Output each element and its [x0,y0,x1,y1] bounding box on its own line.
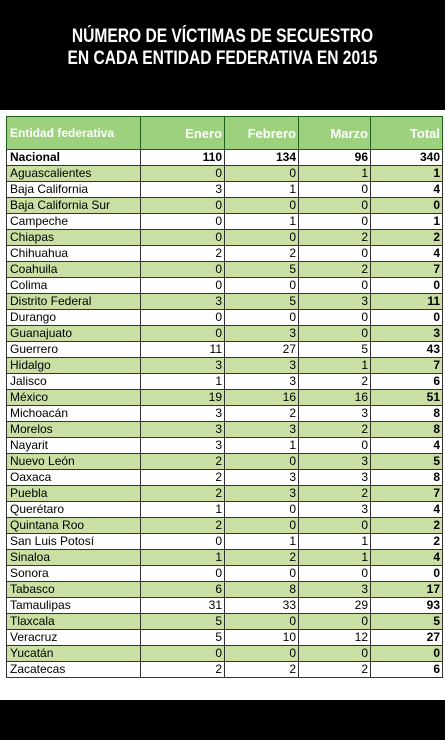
cell-marzo: 3 [299,502,371,518]
cell-enero: 2 [141,486,225,502]
cell-entidad: Morelos [7,422,141,438]
cell-marzo: 0 [299,278,371,294]
cell-enero: 0 [141,262,225,278]
cell-total: 0 [371,198,443,214]
cell-entidad: Distrito Federal [7,294,141,310]
cell-enero: 0 [141,326,225,342]
table-viewport [6,116,440,696]
cell-febrero: 0 [225,502,299,518]
table-row [7,182,443,198]
cell-enero: 0 [141,566,225,582]
victims-table [6,116,443,678]
table-row [7,310,443,326]
cell-entidad: Michoacán [7,406,141,422]
cell-marzo: 1 [299,358,371,374]
cell-marzo: 3 [299,294,371,310]
table-row [7,518,443,534]
cell-entidad: Nayarit [7,438,141,454]
cell-febrero: 0 [225,230,299,246]
cell-marzo: 0 [299,198,371,214]
cell-marzo: 2 [299,230,371,246]
cell-febrero: 2 [225,246,299,262]
cell-febrero: 0 [225,566,299,582]
cell-febrero: 3 [225,422,299,438]
cell-marzo: 2 [299,662,371,678]
cell-total: 2 [371,534,443,550]
cell-marzo: 2 [299,262,371,278]
cell-total: 51 [371,390,443,406]
cell-entidad: Durango [7,310,141,326]
cell-marzo: 12 [299,630,371,646]
title-line-2: EN CADA ENTIDAD FEDERATIVA EN 2015 [67,48,378,69]
cell-entidad: Quintana Roo [7,518,141,534]
cell-entidad: Jalisco [7,374,141,390]
cell-total: 4 [371,550,443,566]
cell-enero: 0 [141,646,225,662]
cell-total: 4 [371,246,443,262]
table-row [7,406,443,422]
cell-febrero: 0 [225,646,299,662]
cell-febrero: 3 [225,486,299,502]
cell-entidad: Baja California Sur [7,198,141,214]
cell-enero: 2 [141,454,225,470]
table-row [7,326,443,342]
cell-enero: 0 [141,166,225,182]
cell-marzo: 1 [299,534,371,550]
table-row [7,438,443,454]
cell-febrero: 10 [225,630,299,646]
cell-marzo: 0 [299,182,371,198]
cell-marzo: 5 [299,342,371,358]
page-title [40,26,405,70]
cell-febrero: 5 [225,294,299,310]
cell-marzo: 0 [299,566,371,582]
cell-enero: 2 [141,518,225,534]
cell-febrero: 3 [225,374,299,390]
table-row [7,598,443,614]
cell-total: 27 [371,630,443,646]
cell-enero: 0 [141,214,225,230]
cell-total: 1 [371,166,443,182]
cell-marzo: 0 [299,438,371,454]
cell-enero: 0 [141,230,225,246]
cell-febrero: 33 [225,598,299,614]
header-marzo: Marzo [299,117,371,150]
cell-total: 6 [371,662,443,678]
header-row [7,117,443,150]
cell-febrero: 3 [225,470,299,486]
cell-entidad: Tamaulipas [7,598,141,614]
cell-marzo: 0 [299,614,371,630]
table-row [7,294,443,310]
cell-total: 1 [371,214,443,230]
cell-entidad: Nuevo León [7,454,141,470]
cell-marzo: 0 [299,326,371,342]
table-row [7,614,443,630]
cell-entidad: Colima [7,278,141,294]
cell-entidad: San Luis Potosí [7,534,141,550]
cell-entidad: Yucatán [7,646,141,662]
cell-enero: 0 [141,534,225,550]
table-row [7,198,443,214]
cell-febrero: 0 [225,614,299,630]
cell-entidad: Querétaro [7,502,141,518]
cell-total: 5 [371,454,443,470]
cell-enero: 5 [141,614,225,630]
cell-total: 11 [371,294,443,310]
cell-marzo: 1 [299,550,371,566]
table-row [7,246,443,262]
cell-total: 7 [371,262,443,278]
cell-febrero: 2 [225,406,299,422]
cell-enero: 0 [141,310,225,326]
cell-febrero: 16 [225,390,299,406]
cell-enero: 19 [141,390,225,406]
cell-marzo: 0 [299,310,371,326]
table-row [7,502,443,518]
cell-enero: 3 [141,438,225,454]
cell-enero: 31 [141,598,225,614]
cell-enero: 0 [141,278,225,294]
cell-febrero: 0 [225,198,299,214]
cell-enero: 11 [141,342,225,358]
cell-entidad: México [7,390,141,406]
cell-entidad: Coahuila [7,262,141,278]
cell-febrero: 2 [225,662,299,678]
cell-entidad: Sinaloa [7,550,141,566]
table-row [7,630,443,646]
table-row [7,230,443,246]
cell-febrero: 0 [225,454,299,470]
cell-marzo: 2 [299,422,371,438]
table-body [7,150,443,678]
cell-total: 7 [371,486,443,502]
cell-marzo: 0 [299,214,371,230]
cell-entidad: Guanajuato [7,326,141,342]
cell-febrero: 134 [225,150,299,166]
header-febrero: Febrero [225,117,299,150]
cell-febrero: 1 [225,438,299,454]
cell-entidad: Nacional [7,150,141,166]
table-row [7,534,443,550]
cell-total: 0 [371,278,443,294]
cell-marzo: 3 [299,582,371,598]
cell-febrero: 2 [225,550,299,566]
cell-enero: 1 [141,550,225,566]
cell-total: 0 [371,646,443,662]
cell-total: 8 [371,470,443,486]
table-row [7,662,443,678]
cell-enero: 3 [141,182,225,198]
cell-enero: 0 [141,198,225,214]
table-row [7,278,443,294]
table-header [7,117,443,150]
cell-febrero: 8 [225,582,299,598]
cell-entidad: Hidalgo [7,358,141,374]
cell-entidad: Tlaxcala [7,614,141,630]
cell-entidad: Guerrero [7,342,141,358]
cell-febrero: 5 [225,262,299,278]
table-row [7,358,443,374]
cell-enero: 2 [141,470,225,486]
table-row [7,374,443,390]
cell-total: 4 [371,502,443,518]
cell-entidad: Zacatecas [7,662,141,678]
table-row [7,486,443,502]
cell-entidad: Tabasco [7,582,141,598]
cell-marzo: 96 [299,150,371,166]
cell-febrero: 1 [225,534,299,550]
header-enero: Enero [141,117,225,150]
cell-total: 4 [371,438,443,454]
cell-total: 2 [371,518,443,534]
cell-febrero: 0 [225,310,299,326]
cell-entidad: Chiapas [7,230,141,246]
cell-entidad: Campeche [7,214,141,230]
cell-febrero: 0 [225,278,299,294]
cell-marzo: 29 [299,598,371,614]
table-row [7,470,443,486]
table-row [7,214,443,230]
cell-entidad: Sonora [7,566,141,582]
cell-enero: 1 [141,374,225,390]
cell-febrero: 27 [225,342,299,358]
cell-enero: 6 [141,582,225,598]
cell-enero: 2 [141,246,225,262]
cell-marzo: 0 [299,646,371,662]
table-row-nacional [7,150,443,166]
cell-enero: 110 [141,150,225,166]
cell-marzo: 3 [299,406,371,422]
cell-marzo: 3 [299,470,371,486]
table-row [7,342,443,358]
cell-total: 43 [371,342,443,358]
cell-total: 3 [371,326,443,342]
cell-enero: 5 [141,630,225,646]
cell-total: 340 [371,150,443,166]
cell-marzo: 16 [299,390,371,406]
cell-marzo: 0 [299,518,371,534]
cell-febrero: 0 [225,166,299,182]
header-entidad: Entidad federativa [7,117,141,150]
cell-entidad: Puebla [7,486,141,502]
table-row [7,454,443,470]
cell-enero: 3 [141,358,225,374]
table-row [7,166,443,182]
spreadsheet-area [0,110,445,700]
cell-enero: 1 [141,502,225,518]
cell-total: 93 [371,598,443,614]
cell-total: 6 [371,374,443,390]
cell-marzo: 2 [299,486,371,502]
table-row [7,582,443,598]
cell-entidad: Aguascalientes [7,166,141,182]
cell-febrero: 1 [225,182,299,198]
cell-febrero: 3 [225,326,299,342]
cell-total: 7 [371,358,443,374]
cell-total: 8 [371,422,443,438]
cell-enero: 3 [141,422,225,438]
cell-enero: 3 [141,294,225,310]
cell-marzo: 0 [299,246,371,262]
cell-marzo: 1 [299,166,371,182]
table-row [7,262,443,278]
cell-febrero: 3 [225,358,299,374]
cell-febrero: 0 [225,518,299,534]
header-total: Total [371,117,443,150]
cell-total: 8 [371,406,443,422]
cell-total: 5 [371,614,443,630]
table-row [7,550,443,566]
cell-total: 0 [371,566,443,582]
cell-total: 0 [371,310,443,326]
cell-febrero: 1 [225,214,299,230]
table-row [7,390,443,406]
cell-enero: 2 [141,662,225,678]
table-row [7,646,443,662]
cell-entidad: Oaxaca [7,470,141,486]
cell-total: 4 [371,182,443,198]
cell-entidad: Veracruz [7,630,141,646]
table-row [7,566,443,582]
table-row [7,422,443,438]
cell-enero: 3 [141,406,225,422]
cell-marzo: 3 [299,454,371,470]
cell-total: 2 [371,230,443,246]
cell-entidad: Baja California [7,182,141,198]
cell-marzo: 2 [299,374,371,390]
cell-total: 17 [371,582,443,598]
title-line-1: NÚMERO DE VÍCTIMAS DE SECUESTRO [71,26,374,47]
cell-entidad: Chihuahua [7,246,141,262]
